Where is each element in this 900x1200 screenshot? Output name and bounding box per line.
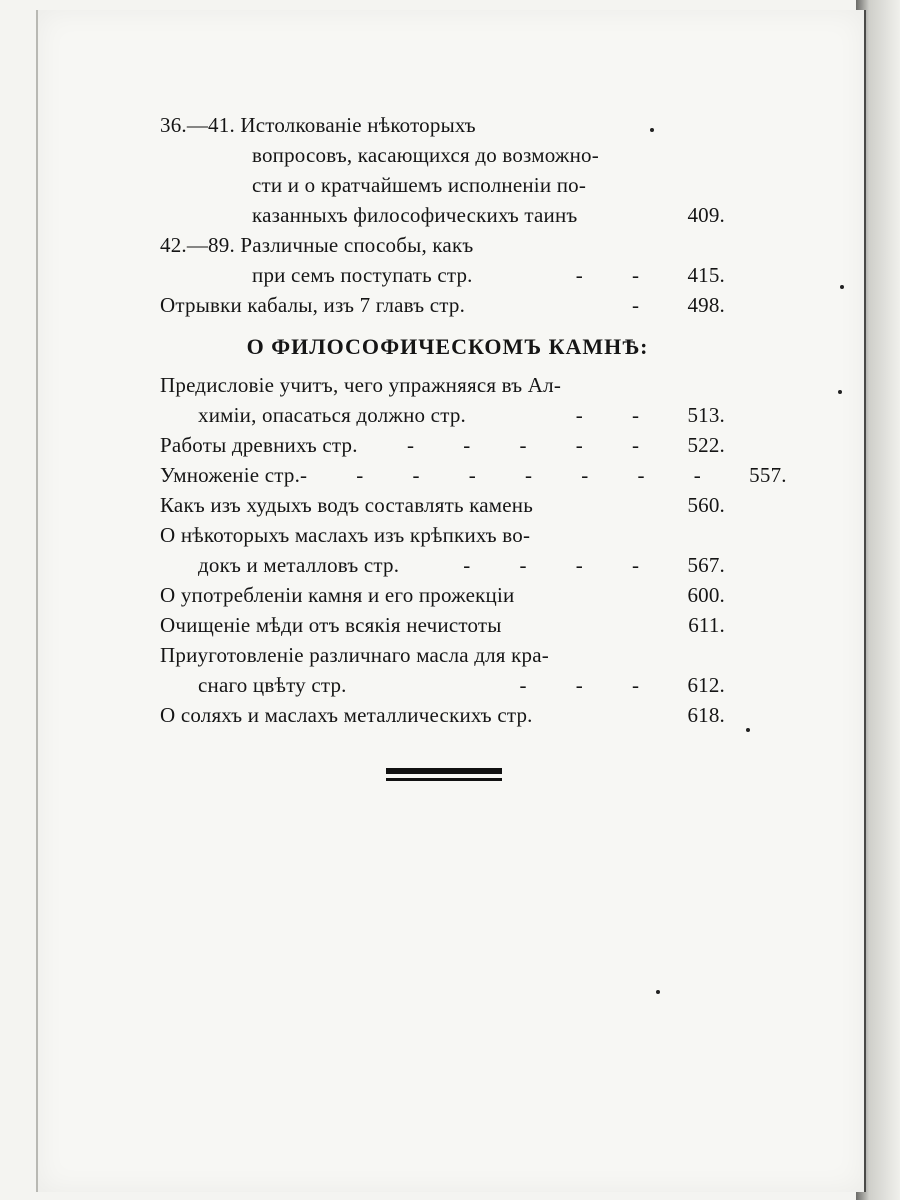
leader-dashes: - - - - - - - -	[300, 463, 723, 487]
contents-entry	[160, 550, 725, 580]
entry-text: Какъ изъ худыхъ водъ составлять камень	[160, 493, 534, 517]
entry-text: О нѣкоторыхъ маслахъ изъ крѣпкихъ во-	[160, 523, 531, 547]
entry-text: 42.—89. Различные способы, какъ	[160, 233, 474, 257]
leader-dashes: -	[632, 293, 661, 317]
entry-text: сти и о кратчайшемъ исполненіи по-	[252, 173, 587, 197]
entry-text: 36.—41. Истолкованіе нѣкоторыхъ	[160, 113, 476, 137]
page-number: 612.	[687, 673, 725, 697]
contents-entry	[160, 580, 725, 610]
page-number: 409.	[687, 203, 725, 227]
section-heading: О ФИЛОСОФИЧЕСКОМЪ КАМНѢ:	[246, 334, 649, 359]
leader-dashes: - - -	[519, 673, 661, 697]
contents-entry	[160, 460, 787, 490]
page-number: 560.	[687, 493, 725, 517]
contents-entry	[160, 400, 725, 430]
ink-speck	[838, 390, 842, 394]
rule-thin-line	[386, 778, 502, 781]
entry-text: О употребленіи камня и его прожекціи	[160, 583, 515, 607]
contents-entry	[160, 110, 725, 140]
contents-entry	[160, 290, 725, 320]
entry-text: Отрывки кабалы, изъ 7 главъ стр.	[160, 293, 466, 317]
ink-speck	[840, 285, 844, 289]
page-number: 618.	[687, 703, 725, 727]
page-number: 557.	[749, 463, 787, 487]
contents-entry	[160, 640, 725, 670]
contents-entry	[160, 700, 725, 730]
contents-list-top	[160, 110, 725, 320]
contents-entry	[160, 260, 725, 290]
entry-text: докъ и металловъ стр.	[198, 553, 400, 577]
rule-thick-line	[386, 768, 502, 774]
entry-text: Приуготовленіе различнаго масла для кра-	[160, 643, 549, 667]
leader-dashes: - -	[575, 403, 661, 427]
entry-text: Умноженіе стр.	[160, 463, 301, 487]
page-number: 522.	[687, 433, 725, 457]
page-number: 415.	[687, 263, 725, 287]
ink-speck	[746, 728, 750, 732]
ink-speck	[650, 128, 654, 132]
entry-text: Работы древнихъ стр.	[160, 433, 358, 457]
entry-text: химіи, опасаться должно стр.	[198, 403, 466, 427]
contents-entry	[160, 520, 725, 550]
contents-entry	[160, 170, 725, 200]
contents-entry	[160, 490, 725, 520]
page-number: 611.	[688, 613, 725, 637]
contents-entry	[160, 670, 725, 700]
table-of-contents	[160, 110, 787, 730]
contents-entry	[160, 430, 725, 460]
leader-dashes: - - - -	[463, 553, 661, 577]
entry-text: снаго цвѣту стр.	[198, 673, 347, 697]
page-number: 567.	[687, 553, 725, 577]
leader-dashes: - - - - -	[407, 433, 661, 457]
entry-text: Очищеніе мѣди отъ всякія нечистоты	[160, 613, 502, 637]
contents-list-bottom	[160, 370, 787, 730]
entry-text: О соляхъ и маслахъ металлическихъ стр.	[160, 703, 533, 727]
page-number: 498.	[687, 293, 725, 317]
entry-text: при семъ поступать стр.	[252, 263, 473, 287]
ink-speck	[656, 990, 660, 994]
contents-entry	[160, 370, 725, 400]
contents-entry	[160, 610, 725, 640]
page-number: 600.	[687, 583, 725, 607]
ornamental-rule	[386, 768, 502, 782]
entry-text: вопросовъ, касающихся до возможно-	[252, 143, 599, 167]
page-number: 513.	[687, 403, 725, 427]
contents-entry	[160, 140, 725, 170]
entry-text: казанныхъ философическихъ таинъ	[252, 203, 578, 227]
contents-entry	[160, 200, 725, 230]
contents-entry	[160, 230, 725, 260]
entry-text: Предисловіе учитъ, чего упражняяся въ Ал-	[160, 373, 562, 397]
leader-dashes: - -	[575, 263, 661, 287]
